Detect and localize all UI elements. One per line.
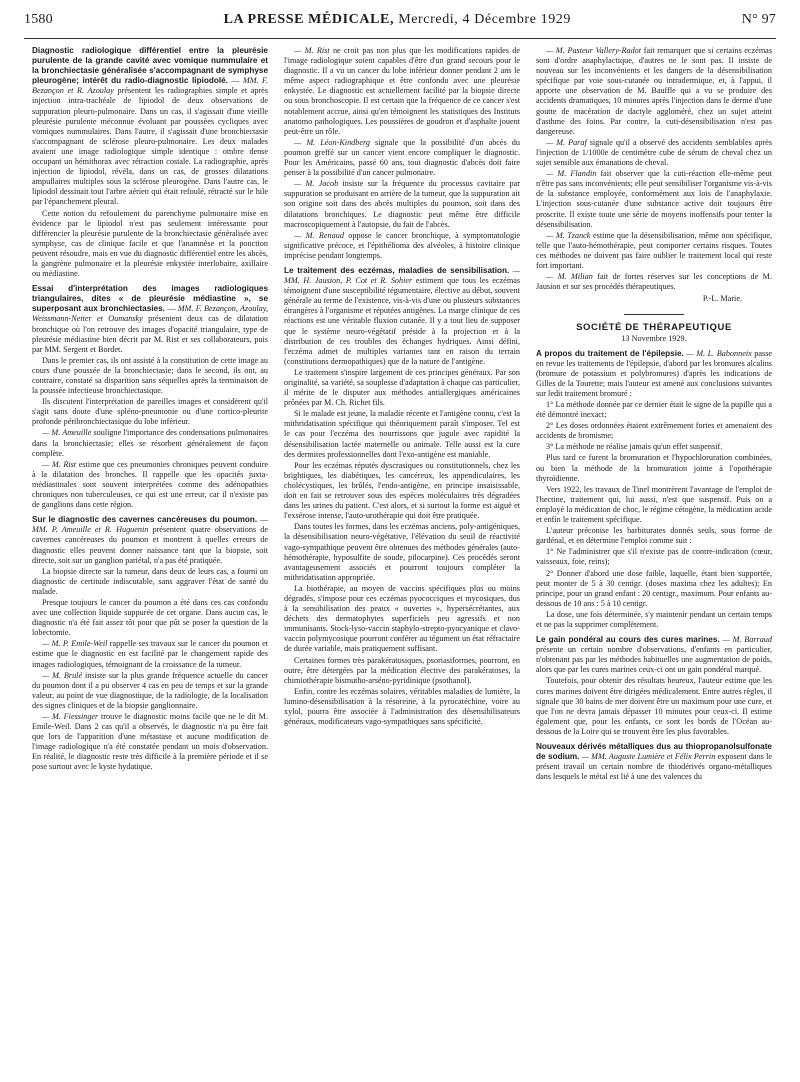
author: — M. Barraud — [722, 635, 772, 645]
body-text: signale qu'il a observé des accidents semblables après l'injection de 1/1000e de centimètre cube de sérum de cheval chez un sujet sensible aux émanations de cheval. — [536, 137, 772, 168]
paragraph: Le traitement s'inspire largement de ces principes généraux. Par son originalité, sa variété, sa souplesse d'adaptation à chaque cas particulier, il mérite de le disputer aux méthodes antiallergiques américaines prônées par M. Ch. Richet fils. — [284, 367, 520, 408]
paragraph: Vers 1922, les travaux de Tinel montrèrent l'avantage de l'emploi de l'hectine, traitement qui, lui aussi, n'est que suspensif. Puis on a employé la médication de choc, le régime cétogène, la médication acide et enfin le traitement spécifique. — [536, 484, 772, 525]
author: — M. Rist — [294, 46, 330, 55]
paragraph: La biothérapie, au moyen de vaccins spécifiques plus ou moins dégradés, s'impose pour ces eczémas pyococciques et mycosiques, dus à la sensibilisation des peaux « ouvertes », hypersécrétantes, aux déchets des dermatophytes superficiels peu agressifs et non immunisants. Stock-lyso-vaccin staphylo-strepto-pyocyanique et clavo-vaccin polymycosique pourront conférer au tégument un état réfractaire de durée variable, mais pratiquement suffisant. — [284, 583, 520, 654]
body-text: souligne l'importance des condensations pulmonaires dans la bronchiectasie; elles se résorbent généralement de façon complète. — [32, 428, 268, 458]
paragraph: Cette notion du refoulement du parenchyme pulmonaire mise en évidence par le lipiodol n'est pas seulement intéressante pour différencier la pleurésie purulente de la bronchiectasie généralisée avec symphyse, cas de clinique facile et que l'anamnèse et la ponction peuvent résoudre, mais en vue du diagnostic différentiel entre les abcès, la gangrène pulmonaire et la pleurésie enkystée interlobaire, axillaire ou médiastine. — [32, 208, 268, 279]
body-text: signale que la possibilité d'un abcès du poumon greffé sur un cancer vient encore compliquer le diagnostic. Pour les Américains, passé 60 ans, tout diagnostic d'abcès doit faire penser à la possibilité d'un cancer pulmonaire. — [284, 137, 520, 178]
author: MM. F. Bezançon et R. Azoulay — [32, 76, 268, 96]
body-text: oppose le cancer bronchique, à symptomatologie significative précoce, et l'épithélioma des alvéoles, à histoire clinique imprécise pendant longtemps. — [284, 230, 520, 260]
article-heading: Diagnostic radiologique différentiel entre la pleurésie purulente de la grande cavité avec vomique nummulaire et la bronchiectasie généralisée s'accompagnant de symphyse pleurogène; intérêt du radio-diagnostic lipiodolé. — [32, 46, 268, 86]
body-text: rappelle ses travaux sur le cancer du poumon et estime que le diagnostic en est facilité par le changement rapide des images radiologiques, témoignant de la croissance de la tumeur. — [32, 639, 268, 669]
author: MM. P. Ameuille et R. Huguenin — [32, 525, 149, 535]
paragraph: 1° La méthode donnée par ce dernier était le signe de la pupille qui a été démontré inexact; — [536, 400, 772, 420]
author: — M. P. Emile-Weil — [42, 639, 108, 649]
paragraph — [32, 428, 268, 458]
paragraph: 2° Donner d'abord une dose faible, laquelle, étant bien supportée, peut monter de 5 à 30 centigr. (doses maxima chez les adultes); En principe, pour un grand enfant : 20 centigr., maximum. Pour enfants au-dessous de 10 ans : 5 à 10 centigr. — [536, 568, 772, 608]
paragraph — [536, 349, 772, 399]
paragraph — [536, 231, 772, 271]
paragraph — [536, 742, 772, 782]
paragraph: La dose, une fois déterminée, s'y maintenir pendant un certain temps et ne pas la supprimer complètement. — [536, 609, 772, 629]
paragraph: Certaines formes très parakératosiques, psoriasiformes, pourront, en outre, être détergées par la médication élective des parakératoses, la chimiothérapie bismutho-arséno-pyridinique (psothanol). — [284, 655, 520, 685]
body-text: passe en revue les traitements de l'épilepsie, d'abord par les bromures alcalins (bromure de potassium et polybromures) d'après les indications de Gilles de la Tourette; mais l'auteur est amené aux conclusions suivantes sur ledit traitement bromuré : — [536, 348, 772, 398]
body-text: estiment que tous les eczémas témoignent d'une susceptibilité tégumentaire, élective au début, souvent générale au terme de l'existence, vis-à-vis d'une ou plusieurs substances étrangères à l'organisme et réputées antigènes. La marge clinique de ces réactions est une véritable fluxion cutanée. Il y a tout lieu de supposer que le système neuro-végétatif préside à la projection et à la distribution de ces troubles des échanges hydriques. Ainsi défini, l'eczéma admet de multiples variantes tant en raison du terrain (constitutions dermopathiques) que de la nature de l'antigène. — [284, 276, 520, 366]
paragraph — [536, 138, 772, 168]
signature: P.-L. Marie. — [702, 294, 742, 304]
paragraph — [536, 169, 772, 230]
body-text: exposent dans le présent travail un certain nombre de thiodérivés organo-métalliques dans lesquels le métal est lié à une des valences du — [536, 752, 772, 782]
body-text: estime que la désensibilisation, même non spécifique, telle que l'auto-hémothérapie, peut comporter certains risques. Toutes ces méthodes ne doivent pas faire oublier le traitement local qui reste fort important. — [536, 230, 772, 270]
author: — M. Tzanck — [546, 230, 591, 240]
paragraph: Sur le diagnostic des cavernes cancéreuses du poumon. — MM. P. Ameuille et R. Huguenin présentent quatre observations de cavernes cancéreuses du poumon et montrent à quelles erreurs de diagnostic elles peuvent donner naissance tant que la biopsie, soit directe, soit sur un ganglion pariétal, n'a pas été pratiquée. — [32, 515, 268, 565]
author: — M. Renaud — [294, 230, 344, 240]
author: — M. L. Babonneix — [686, 348, 752, 358]
body-text: fait de fortes réserves sur les conceptions de M. Jausion et sur ses procédés thérapeutiques. — [536, 272, 772, 292]
paragraph — [32, 639, 268, 669]
body-text: présentent deux cas de dilatation bronchique où l'on retrouve des images d'opacité triangulaire, type de pleurésie médiastine bien décrit par M. Rist et ses collaborateurs, puis par MM. Sergent et Bordet. — [32, 314, 268, 354]
paragraph: Plus tard ce furent la bromuration et l'hypochloruration combinées, ou bien la méthode de la bromuration jointe à l'opothérapie thyroïdienne. — [536, 453, 772, 483]
body-text: ne croit pas non plus que les modifications rapides de l'image radiologique soient capables d'être d'un grand secours pour le diagnostic. Il a vu un cancer du lobe inférieur donner pendant 2 ans le même aspect radiographique et être confondu avec une pleurésie enkystée. Le diagnostic est actuellement facilité par la biopsie directe ou sous bronchoscopie. Il est certain que la fréquence de ce cancer s'est notablement accrue, ainsi qu'en témoignent les statistiques des Instituts anatomo pathologiques. Les poussières de goudron et d'asphalte jouent peut-être un rôle. — [284, 46, 520, 136]
author: — M. Pasteur Vallery-Radot — [546, 46, 642, 55]
page-header — [24, 12, 776, 34]
article-heading: Le traitement des eczémas, maladies de sensibilisation. — [284, 265, 510, 275]
paragraph — [536, 272, 772, 292]
column-3 — [536, 46, 772, 1076]
author: MM. F. Bezançon, Azoulay, Weissmann-Netter et Oumansky — [32, 304, 268, 324]
author: — M. Jacob — [294, 179, 339, 189]
author: — M. Rist — [42, 459, 77, 469]
paragraph: Pour les eczémas réputés dyscrasiques ou constitutionnels, chez les brightiques, les diabétiques, les cancéreux, les appendiculaires, les cholécystiques, les brûlés, l'endo-antigène, en principe insaisissable, doit en fait se retrouver sous des espèces moléculaires très dégradées dans les urines du patient. C'est alors, et si surtout la forme est aiguë et l'exsérose intense, l'auto-urothérapie qui doit être pratiquée. — [284, 460, 520, 521]
paragraph — [284, 231, 520, 261]
body-text: estime que ces pneumonies chroniques peuvent conduire à la dilatation des bronches. Il rappelle que les opacités juxta-médiastinales sont souvent interprétées comme des adénopathies chroniques non tuberculeuses, ce qui est une erreur, car il n'existe pas de ganglions dans cette région. — [32, 459, 268, 510]
section-date: 13 Novembre 1929. — [621, 334, 687, 344]
paragraph — [284, 179, 520, 229]
page-number: 1580 — [24, 12, 53, 27]
article-heading: Nouveaux dérivés métalliques dus au thiopropanolsulfonate de sodium. — [536, 742, 772, 762]
author: — M. Fiessinger — [42, 712, 99, 721]
paragraph: Dans toutes les formes, dans les eczémas anciens, poly-antigéniques, la désensibilisation neuro-végétative, l'élévation du seuil de réactivité vago-sympathique peuvent être obtenues des méthodes générales (auto-hémothérapie, hyposulfite de soude, pilocarpine). Ces procédés seront avantageusement associés et pourront toujours compléter la mithridatisation appropriée. — [284, 522, 520, 582]
paragraph: La biopsie directe sur la tumeur, dans deux de leurs cas, a fourni un diagnostic de certitude indiscutable, sans aggraver l'état de santé du malade. — [32, 566, 268, 596]
author: — M. Léon-Kindberg — [294, 137, 370, 147]
paragraph: Presque toujours le cancer du poumon a été dans ces cas confondu avec une collection liquide suppurée de cet organe. Dans aucun cas, le diagnostic n'a été fait assez tôt pour que pût se poser la question de la lobectomie. — [32, 597, 268, 638]
issue-date: Mercredi, 4 Décembre 1929 — [398, 12, 572, 27]
author: — M. Milian — [546, 272, 593, 282]
article-heading: Sur le diagnostic des cavernes cancéreuses du poumon. — [32, 515, 258, 525]
paragraph — [536, 635, 772, 675]
paragraph: Si le malade est jeune, la maladie récente et l'antigène connu, c'est la mithridatisation spécifique qui théoriquement paraît s'imposer. Tel est le cas pour l'eczéma des nourrissons que jugule avec rapidité la désensibilisation lactée maternelle ou animale. Telle aussi est la cure des dermites professionnelles dont l'exo-antigène est maniable. — [284, 409, 520, 459]
author: — M. Ameuille — [42, 428, 92, 438]
paragraph — [284, 46, 520, 137]
author: — M. Brulé — [42, 670, 83, 680]
body-text: présentent quatre observations de cavernes cancéreuses du poumon et montrent à quelles erreurs de diagnostic elles peuvent donner naissance tant que la biopsie, soit directe, soit sur un ganglion pariétal, n'a pas été pratiquée. — [32, 525, 268, 565]
body-text: trouve le diagnostic moins facile que ne le dit M. Emile-Weil. Dans 2 cas qu'il a observés, le diagnostic n'a pu être fait que lors de l'apparition d'une métastase et aucune modification de l'image radiologique n'a été constatée pendant un mois d'observation. En réalité, le diagnostic reste très difficile à la première période et il se pose surtout avec le kyste hydatique. — [32, 712, 268, 772]
paragraph: Diagnostic radiologique différentiel entre la pleurésie purulente de la grande cavité avec vomique nummulaire et la bronchiectasie généralisée s'accompagnant de symphyse pleurogène; intérêt du radio-diagnostic lipiodolé. — MM. F. Bezançon et R. Azoulay présentent les radiographies simple et après injection intra-trachéale de lipiodol de deux observations de suppuration pleuro-pulmonaire. Dans un cas, il s'agissait d'une vieille pleurésie purulente méconnue évoluant par poussées cycliques avec vomiques nummulaires. Dans l'autre, il s'agissait d'une bronchiectasie s'accompagnant de sclérose pleuro-pulmonaire. Les deux malades avaient une image radiologique simple identique : ombre dense occupant un hémithorax avec rétraction costale. La radiographie, après injection de lipiodol, révéla, dans un cas, de grosses dilatations ampullaires multiples sous la sclérose pleurogène. Dans l'autre cas, le lipiodol dessinait tout l'arbre aérien qui était refoulé, rétracté sur le hile par l'épanchement pleural. — [32, 46, 268, 207]
author: — MM. H. Jausion, P. Cot et R. Sohier — [284, 265, 520, 286]
author: — MM. Auguste Lumière et Félix Perrin — [581, 752, 716, 762]
article-heading: A propos du traitement de l'épilepsie. — [536, 348, 684, 358]
article-heading: Essai d'interprétation des images radiologiques triangulaires, dites « de pleurésie médiastine », se superposant aux bronchiectasies. — [32, 284, 268, 314]
body-text: fait remarquer que si certains eczémas sont d'ordre anaphylactique, d'autres ne le sont pas. Il insiste de nouveau sur les inconvénients et les dangers de la désensibilisation spécifique par voie sous-cutanée ou intradermique, et, à l'appui, il apporte une observation de M. Bauffle qui a vu se produire des accidents dramatiques, 10 minutes après l'injection dans le derme d'une goutte de macération de dactyle aggloméré, chez un sujet atteint d'asthme des foins. Par contre, la cuti-désensibilisation n'est pas dangereuse. — [536, 46, 772, 136]
journal-name: LA PRESSE MÉDICALE, — [223, 12, 395, 27]
body-text: présente un certain nombre d'observations, d'enfants en particulier, n'obtenant pas par les méthodes habituelles une augmentation de poids, alors que par les cures marines ceux-ci ont un gain pondéral marqué. — [536, 645, 772, 675]
paragraph: Dans le premier cas, ils ont assisté à la constitution de cette image au cours d'une poussée de la bronchiectasie; dans le second, ils ont, au contraire, constaté sa disparition sans séquelles après la terminaison de la poussée infectieuse bronchiectasique. — [32, 355, 268, 396]
paragraph: Ils discutent l'interprétation de pareilles images et considèrent qu'il s'agit sans doute d'une spléno-pneumonie ou d'une cortico-pleurite profonde péribronchiectasique du lobe inférieur. — [32, 397, 268, 427]
issue-number: N° 97 — [741, 12, 776, 27]
paragraph: 3° La méthode ne réalise jamais qu'un effet suspensif. — [546, 442, 723, 452]
paragraph — [284, 138, 520, 178]
body-text: présentent les radiographies simple et après injection intra-trachéale de lipiodol de deux observations de suppuration pleuro-pulmonaire. Dans un cas, il s'agissait d'une vieille pleurésie purulente méconnue évoluant par poussées cycliques avec vomiques nummulaires. Dans l'autre, il s'agissait d'une bronchiectasie s'accompagnant de sclérose pleuro-pulmonaire. Les deux malades avaient une image radiologique simple identique : ombre dense occupant un hémithorax avec rétraction costale. La radiographie, après injection de lipiodol, révéla, dans un cas, de grosses dilatations ampullaires multiples sous la sclérose pleurogène. Dans l'autre cas, le lipiodol dessinait tout l'arbre aérien qui était refoulé, rétracté sur le hile par l'épanchement pleural. — [32, 86, 268, 207]
paragraph — [32, 671, 268, 711]
body-text: insiste sur la plus grande fréquence actuelle du cancer du poumon dont il a pu observer 4 cas en peu de temps et sur la grande valeur, au point de vue diagnostique, de la radiologie, de la localisation des signes cliniques et de la biopsie ganglionnaire. — [32, 670, 268, 710]
article-heading: Le gain pondéral au cours des cures marines. — [536, 635, 720, 645]
section-divider — [624, 314, 684, 315]
header-rule — [24, 38, 776, 39]
body-text: insiste sur la fréquence du processus cavitaire par suppuration se produisant en arrière de la tumeur, que la suppuration ait son origine soit dans des abcès multiples du poumon, soit dans des dilatations bronchiques. Le diagnostic peut même être difficile macroscopiquement à l'autopsie, du fait de l'abcès. — [284, 179, 520, 229]
paragraph: Enfin, contre les eczémas solaires, véritables maladies de lumière, la lumino-désensibilisation à la résoreine, à la pyrocatéchine, voire au xylol, pourra être associée à l'administration des désensibilisateurs généraux, modificateurs vago-sympathiques sans spécificité. — [284, 686, 520, 727]
paragraph: L'auteur préconise les barbiturates donnés seuls, sous forme de gardénal, et en détermine l'emploi comme suit : — [536, 526, 772, 546]
paragraph — [284, 266, 520, 367]
paragraph: Essai d'interprétation des images radiologiques triangulaires, dites « de pleurésie médiastine », se superposant aux bronchiectasies. — MM. F. Bezançon, Azoulay, Weissmann-Netter et Oumansky présentent deux cas de dilatation bronchique où l'on retrouve des images d'opacité triangulaire, type de pleurésie médiastine bien décrit par M. Rist et ses collaborateurs, puis par MM. Sergent et Bordet. — [32, 284, 268, 354]
author: — M. Flandin — [546, 169, 597, 179]
column-2 — [284, 46, 520, 1076]
paragraph — [32, 460, 268, 510]
paragraph: 1° Ne l'administrer que s'il n'existe pas de contre-indication (cœur, vaisseaux, foie, reins); — [536, 547, 772, 567]
paragraph — [32, 712, 268, 773]
author: — M. Paraf — [546, 137, 587, 147]
journal-title — [224, 12, 571, 28]
body-text: fait observer que la cuti-réaction elle-même peut n'être pas sans inconvénients; elle peut sensibiliser l'organisme vis-à-vis de la substance employée, conformément aux lois de l'anaphylaxie. L'injection sous-cutanée d'une substance active doit toujours être proscrite. Il existe toute une série de moyens inoffensifs pour tenter la désensibilisation. — [536, 169, 772, 229]
paragraph: Toutefois, pour obtenir des résultats heureux, l'auteur estime que les cures marines doivent être dirigées médicalement. Entre autres règles, il signale que 30 bains de mer doivent être un maximum pour une cure, et que l'on ne devra jamais dépasser 10 minutes pour ceux-ci. Il estime également que, pour les enfants, ce sont les bords de l'Océan au-dessous de la Loire qui se trouvent être les plus favorables. — [536, 676, 772, 736]
section-title: SOCIÉTÉ DE THÉRAPEUTIQUE — [576, 322, 732, 334]
paragraph — [536, 46, 772, 137]
column-1 — [32, 46, 268, 1076]
paragraph: 2° Les doses ordonnées étaient extrêmement fortes et amenaient des accidents de bromisme; — [536, 421, 772, 441]
